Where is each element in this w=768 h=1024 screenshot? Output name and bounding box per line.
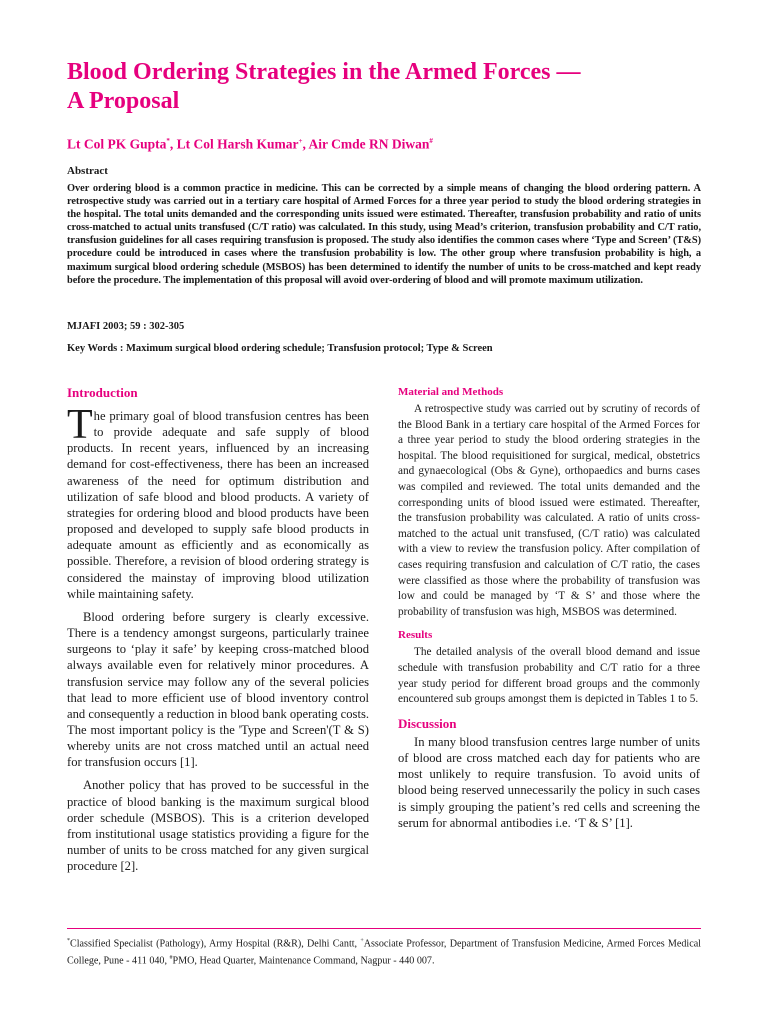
left-column [67, 385, 369, 881]
introduction-paragraph-text: he primary goal of blood transfusion centres has been to provide adequate and safe supply of blood products. In recent years, influenced by an increasing demand for cost-effectiveness, there has been an increased awareness of the need for optimum distribution and utilization of safe blood and blood products. A variety of strategies for ordering blood and blood products have been proposed and developed to supply safe blood products in adequate amount as efficiently and as economically as possible. Therefore, a revision of blood ordering strategy is considered the mainstay of improving blood utilization while maintaining safety. [67, 409, 369, 601]
footnote-mark: # [169, 955, 173, 962]
introduction-heading: Introduction [67, 385, 138, 400]
footnote-mark: + [360, 938, 364, 944]
abstract-text: Over ordering blood is a common practice in medicine. This can be corrected by a simple means of changing the blood ordering pattern. A retrospective study was carried out in a tertiary care hospital of Armed Forces for a three year period to study the blood ordering strategies in the hospital. The total units demanded and the corresponding units issued were estimated. Thereafter, transfusion probability and ratio of units cross-matched to actual units transfused (C/T ratio) was calculated. In this study, using Mead’s criterion, transfusion probability and C/T ratio, transfusion guidelines for all cases requiring transfusion is proposed. The study also identifies the common cases where ‘Type and Screen’ (T&S) procedure could be introduced in cases where the transfusion probability is low. The other group where transfusion probability is high, a maximum surgical blood ordering schedule (MSBOS) has been determined to identify the number of units to be cross-matched and kept ready before the procedure. The implementation of this proposal will avoid over-ordering of blood and will promote maximum utilization. [67, 183, 701, 286]
author-affiliations-footnote [67, 934, 701, 969]
author-mark: # [429, 137, 433, 145]
author-name: Lt Col Harsh Kumar [176, 136, 299, 152]
journal-citation: MJAFI 2003; 59 : 302-305 [67, 321, 185, 332]
discussion-heading: Discussion [398, 715, 457, 731]
footnote-text: Associate Professor, Department of Transfusion Medicine, Armed Forces Medical College, Pune - 411 040, [67, 938, 701, 967]
introduction-paragraph: Blood ordering before surgery is clearly excessive. There is a tendency amongst surgeons, particularly trainee surgeons to ‘play it safe’ by keeping cross-matched blood always available even for relatively minor procedures. A transfusion service may follow any of the several policies that lead to more efficient use of blood inventory control and consequently a reduction in blood bank operating costs. The most important policy is the 'Type and Screen'(T & S) whereby units are not cross matched until an actual need for transfusion occurs [1]. [67, 609, 369, 770]
author-mark: + [298, 137, 303, 145]
abstract-heading: Abstract [67, 165, 108, 177]
introduction-paragraph [67, 402, 369, 602]
footnote-text: Classified Specialist (Pathology), Army Hospital (R&R), Delhi Cantt, [70, 938, 361, 950]
author-mark: * [166, 137, 170, 145]
results-heading: Results [398, 629, 433, 642]
discussion-paragraph: In many blood transfusion centres large number of units of blood are cross matched each day for patients who are most unlikely to require transfusion. To avoid units of blood being reserved unnecessarily the policy in such cases is simply grouping the patient’s red cells and screening the serum for abnormal antibodies i.e. ‘T & S’ [1]. [398, 734, 700, 830]
drop-cap: T [67, 402, 93, 448]
footnote-mark: * [67, 938, 70, 944]
methods-heading: Material and Methods [398, 386, 504, 398]
introduction-paragraph: Another policy that has proved to be successful in the practice of blood banking is the maximum surgical blood order schedule (MSBOS). This is a criterion developed from institutional usage statistics providing a figure for the number of units to be cross matched for any given surgical procedure [2]. [67, 778, 369, 874]
author-name: Air Cmde RN Diwan [308, 136, 430, 152]
methods-paragraph: A retrospective study was carried out by scrutiny of records of the Blood Bank in a tertiary care hospital of the Armed Forces for a three year period to study the blood ordering strategies in the hospital. The blood requisitioned for surgical, medical, obstetrics and gynaecological (Obs & Gyne), orthopaedics and burns cases was compiled and reviewed. The total units demanded and the corresponding units of blood issued were estimated. Thereafter, the transfusion probability was calculated. A ratio of units cross-matched to the actual unit transfused, (C/T ratio) was calculated with a view to review the transfusion policy. After compilation of cases requiring transfusion and calculation of C/T ratio, the cases were classified as those where the probability of transfusion was low and could be managed by ‘T & S’ and those where the probability of transfusion was high, MSBOS was determined. [398, 403, 700, 618]
title-line-1: Blood Ordering Strategies in the Armed Forces — [67, 59, 581, 85]
article-title [67, 58, 707, 116]
keywords: Key Words : Maximum surgical blood ordering schedule; Transfusion protocol; Type & Screen [67, 343, 493, 354]
results-paragraph: The detailed analysis of the overall blood demand and issue schedule with transfusion probability and C/T ratio for a three year study period for different broad groups and the commonly encountered sub groups amongst them is depicted in Tables 1 to 5. [398, 646, 700, 706]
footnote-divider [67, 928, 701, 929]
author-list: Lt Col PK Gupta*, Lt Col Harsh Kumar+, Air Cmde RN Diwan# [67, 136, 433, 152]
right-column [398, 385, 700, 839]
footnote-text: PMO, Head Quarter, Maintenance Command, Nagpur - 440 007. [172, 955, 435, 967]
author-name: Lt Col PK Gupta [67, 136, 167, 152]
title-line-2: A Proposal [67, 88, 180, 114]
